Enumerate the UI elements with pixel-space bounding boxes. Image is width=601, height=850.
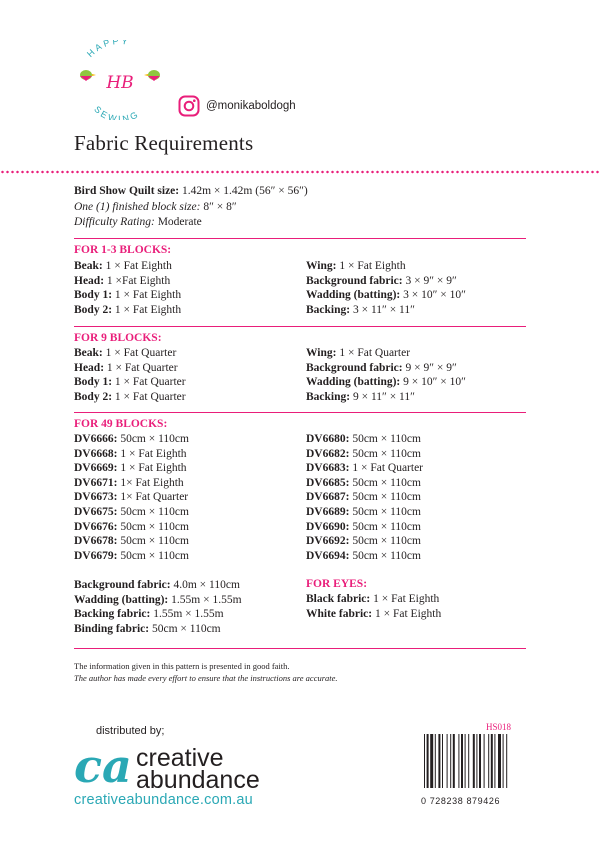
barcode-bar: [461, 734, 463, 788]
logo-bottom-text: SEWING: [92, 104, 142, 120]
req-row: Backing: 9 × 11″ × 11″: [306, 390, 415, 403]
barcode-bar: [442, 734, 443, 788]
section-title-1-3: FOR 1-3 BLOCKS:: [74, 244, 172, 256]
req-row: Body 2: 1 × Fat Quarter: [74, 390, 186, 403]
req-row: DV6669: 1 × Fat Eighth: [74, 462, 187, 475]
section-title-49: FOR 49 BLOCKS:: [74, 418, 168, 430]
dotted-divider: [0, 170, 601, 174]
section-1-3-right: [306, 259, 466, 317]
section-9-right: [306, 346, 466, 404]
req-row: Body 2: 1 × Fat Eighth: [74, 303, 182, 316]
req-row: Wadding (batting): 3 × 10″ × 10″: [306, 289, 466, 302]
req-row: Head: 1 ×Fat Eighth: [74, 274, 171, 287]
barcode-bar: [438, 734, 440, 788]
distributor-name-bottom: abundance: [136, 766, 260, 794]
distributed-by-text: distributed by;: [96, 725, 165, 737]
instagram-handle: [178, 95, 296, 117]
difficulty-line: [74, 215, 308, 231]
difficulty-value: Moderate: [154, 216, 202, 228]
difficulty-label: Difficulty Rating:: [74, 216, 155, 228]
barcode-bar: [430, 734, 433, 788]
bird-left-icon: [80, 70, 96, 81]
req-row: Wing: 1 × Fat Quarter: [306, 347, 411, 359]
barcode-bar: [484, 734, 485, 788]
req-row: DV6671: 1× Fat Eighth: [74, 476, 184, 489]
section-1-3-left: [74, 259, 181, 317]
barcode-bar: [427, 734, 429, 788]
instagram-icon: [178, 95, 200, 117]
barcode-bar: [453, 734, 455, 788]
barcode-bar: [491, 734, 493, 788]
req-row: DV6689: 50cm × 110cm: [306, 505, 421, 518]
block-size-line: [74, 200, 308, 216]
quilt-info: [74, 184, 308, 231]
req-row: DV6668: 1 × Fat Eighth: [74, 447, 187, 460]
req-row: Wing: 1 × Fat Eighth: [306, 260, 406, 272]
req-row: Body 1: 1 × Fat Eighth: [74, 289, 182, 302]
req-row: Beak: 1 × Fat Quarter: [74, 347, 177, 359]
req-row: DV6683: 1 × Fat Quarter: [306, 462, 424, 475]
req-row: DV6690: 50cm × 110cm: [306, 520, 421, 533]
section-49-right: [306, 432, 423, 563]
section-divider: [74, 648, 526, 649]
req-row: Beak: 1 × Fat Eighth: [74, 260, 172, 272]
req-row: DV6666: 50cm × 110cm: [74, 433, 189, 445]
disclaimer-line-2: The author has made every effort to ensure that the instructions are accurate.: [74, 673, 338, 683]
disclaimer-line-1: The information given in this pattern is presented in good faith.: [74, 661, 290, 671]
barcode-bar: [465, 734, 466, 788]
req-row: DV6678: 50cm × 110cm: [74, 535, 189, 548]
svg-text:SEWING: [92, 104, 141, 120]
block-size-label: One (1) finished block size:: [74, 200, 201, 213]
bird-right-icon: [144, 70, 160, 81]
req-row: DV6685: 50cm × 110cm: [306, 476, 421, 489]
logo-top-text: HAPPY: [85, 40, 131, 60]
disclaimer: [74, 660, 338, 684]
logo-monogram: HB: [106, 73, 134, 93]
req-row: DV6682: 50cm × 110cm: [306, 447, 421, 460]
req-row: Black fabric: 1 × Fat Eighth: [306, 593, 440, 605]
svg-text:HAPPY: [85, 40, 131, 59]
section-divider: [74, 238, 526, 239]
section-9-left: [74, 346, 186, 404]
barcode-bar: [503, 734, 504, 788]
req-row: Backing: 3 × 11″ × 11″: [306, 303, 415, 316]
req-row: Background fabric: 9 × 9″ × 9″: [306, 361, 457, 374]
quilt-size-label: Bird Show Quilt size:: [74, 185, 180, 197]
barcode-bar: [476, 734, 477, 788]
barcode-bar: [447, 734, 448, 788]
barcode-bar: [468, 734, 469, 788]
req-row: DV6673: 1× Fat Quarter: [74, 491, 189, 504]
req-row: DV6680: 50cm × 110cm: [306, 433, 421, 445]
section-divider: [74, 412, 526, 413]
req-row: Backing fabric: 1.55m × 1.55m: [74, 608, 224, 621]
happy-sewing-logo: [68, 40, 172, 120]
quilt-size-value: 1.42m × 1.42m (56″ × 56″): [179, 185, 308, 197]
distributor-logo: [72, 722, 302, 802]
barcode-number: 0 728238 879426: [421, 796, 501, 806]
barcode-icon: [424, 734, 526, 788]
req-row: Background fabric: 3 × 9″ × 9″: [306, 274, 457, 287]
barcode-bar: [498, 734, 501, 788]
barcode-bar: [488, 734, 489, 788]
req-row: Wadding (batting): 1.55m × 1.55m: [74, 593, 242, 606]
distributor-url[interactable]: creativeabundance.com.au: [74, 792, 253, 808]
barcode-bar: [424, 734, 425, 788]
barcode-bar: [473, 734, 475, 788]
product-code: HS018: [486, 722, 512, 732]
barcode-bar: [494, 734, 495, 788]
req-row: DV6692: 50cm × 110cm: [306, 535, 421, 548]
req-row: DV6687: 50cm × 110cm: [306, 491, 421, 504]
barcode-bar: [450, 734, 451, 788]
section-title-9: FOR 9 BLOCKS:: [74, 332, 162, 344]
req-row: Background fabric: 4.0m × 110cm: [74, 579, 240, 591]
page-title: Fabric Requirements: [74, 131, 254, 155]
barcode-bar: [458, 734, 459, 788]
barcode-bar: [506, 734, 507, 788]
req-row: Wadding (batting): 9 × 10″ × 10″: [306, 376, 466, 389]
barcode-bar: [479, 734, 481, 788]
req-row: DV6676: 50cm × 110cm: [74, 520, 189, 533]
quilt-size-line: [74, 184, 308, 200]
ca-monogram-icon: ca: [74, 739, 132, 793]
req-row: Binding fabric: 50cm × 110cm: [74, 622, 221, 635]
barcode-bar: [435, 734, 436, 788]
extras-right: [306, 592, 441, 621]
block-size-value: 8″ × 8″: [200, 200, 237, 213]
section-divider: [74, 326, 526, 327]
req-row: White fabric: 1 × Fat Eighth: [306, 607, 442, 620]
req-row: Head: 1 × Fat Quarter: [74, 361, 178, 374]
req-row: Body 1: 1 × Fat Quarter: [74, 376, 186, 389]
req-row: DV6679: 50cm × 110cm: [74, 549, 189, 562]
section-49-left: [74, 432, 189, 563]
distributor-name-top: creative: [136, 744, 224, 772]
section-title-eyes: FOR EYES:: [306, 578, 368, 590]
req-row: DV6694: 50cm × 110cm: [306, 549, 421, 562]
req-row: DV6675: 50cm × 110cm: [74, 505, 189, 518]
extras-left: [74, 578, 242, 636]
instagram-handle-text: @monikaboldogh: [206, 100, 296, 112]
